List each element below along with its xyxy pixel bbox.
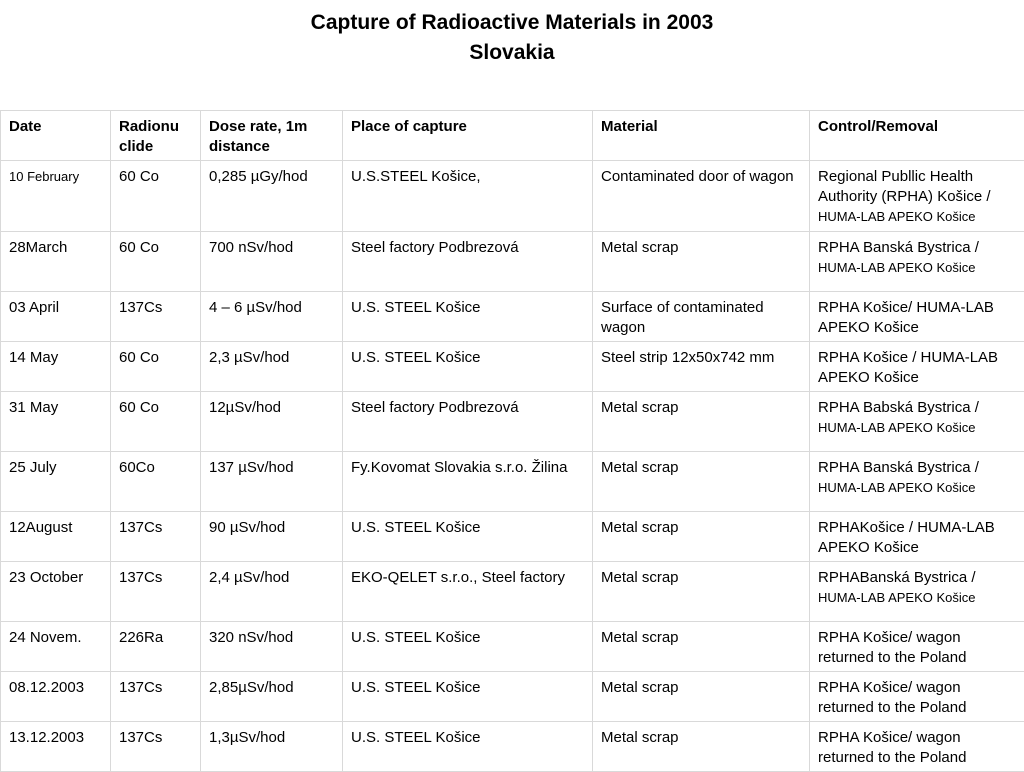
page-title <box>0 8 1024 68</box>
cell-material: Metal scrap <box>593 392 810 452</box>
cell-control: RPHA Banská Bystrica / HUMA-LAB APEKO Košice <box>810 452 1024 512</box>
cell-dose: 700 nSv/hod <box>201 232 343 292</box>
cell-nuclide: 60 Co <box>111 161 201 232</box>
cell-control: RPHA Košice/ HUMA-LAB APEKO Košice <box>810 292 1024 342</box>
cell-control: RPHABanská Bystrica / HUMA-LAB APEKO Košice <box>810 562 1024 622</box>
table-row <box>1 672 1024 722</box>
header-place: Place of capture <box>343 111 593 161</box>
cell-place: U.S. STEEL Košice <box>343 622 593 672</box>
cell-material: Metal scrap <box>593 452 810 512</box>
cell-nuclide: 137Cs <box>111 512 201 562</box>
table-row <box>1 392 1024 452</box>
table-row <box>1 622 1024 672</box>
cell-dose: 4 – 6 µSv/hod <box>201 292 343 342</box>
header-material: Material <box>593 111 810 161</box>
cell-nuclide: 60Co <box>111 452 201 512</box>
cell-date: 13.12.2003 <box>1 722 111 772</box>
cell-date: 24 Novem. <box>1 622 111 672</box>
table-row <box>1 292 1024 342</box>
cell-place: U.S. STEEL Košice <box>343 672 593 722</box>
cell-nuclide: 137Cs <box>111 672 201 722</box>
cell-place: U.S. STEEL Košice <box>343 512 593 562</box>
header-radionuclide: Radionu clide <box>111 111 201 161</box>
cell-material: Metal scrap <box>593 672 810 722</box>
cell-control: RPHA Košice/ wagon returned to the Poland <box>810 672 1024 722</box>
table-row <box>1 722 1024 772</box>
cell-date: 14 May <box>1 342 111 392</box>
cell-nuclide: 60 Co <box>111 392 201 452</box>
cell-dose: 2,4 µSv/hod <box>201 562 343 622</box>
cell-nuclide: 60 Co <box>111 342 201 392</box>
cell-dose: 1,3µSv/hod <box>201 722 343 772</box>
cell-material: Metal scrap <box>593 512 810 562</box>
cell-control: RPHA Košice/ wagon returned to the Poland <box>810 622 1024 672</box>
cell-material: Surface of contaminated wagon <box>593 292 810 342</box>
cell-nuclide: 137Cs <box>111 292 201 342</box>
cell-dose: 90 µSv/hod <box>201 512 343 562</box>
title-line-1: Capture of Radioactive Materials in 2003 <box>0 8 1024 38</box>
cell-nuclide: 137Cs <box>111 722 201 772</box>
cell-material: Metal scrap <box>593 622 810 672</box>
table-row <box>1 161 1024 232</box>
cell-control: RPHA Banská Bystrica / HUMA-LAB APEKO Košice <box>810 232 1024 292</box>
cell-place: U.S. STEEL Košice <box>343 342 593 392</box>
table-header-row <box>1 111 1024 161</box>
table-row <box>1 562 1024 622</box>
cell-control: RPHAKošice / HUMA-LAB APEKO Košice <box>810 512 1024 562</box>
title-line-2: Slovakia <box>0 38 1024 68</box>
cell-dose: 2,85µSv/hod <box>201 672 343 722</box>
cell-dose: 137 µSv/hod <box>201 452 343 512</box>
cell-dose: 320 nSv/hod <box>201 622 343 672</box>
captures-table <box>0 110 1024 772</box>
cell-date: 10 February <box>1 161 111 232</box>
cell-control: RPHA Košice/ wagon returned to the Poland <box>810 722 1024 772</box>
cell-place: U.S. STEEL Košice <box>343 292 593 342</box>
cell-place: Fy.Kovomat Slovakia s.r.o. Žilina <box>343 452 593 512</box>
cell-date: 25 July <box>1 452 111 512</box>
cell-material: Steel strip 12x50x742 mm <box>593 342 810 392</box>
cell-dose: 12µSv/hod <box>201 392 343 452</box>
cell-date: 03 April <box>1 292 111 342</box>
cell-material: Metal scrap <box>593 232 810 292</box>
cell-place: U.S. STEEL Košice <box>343 722 593 772</box>
cell-nuclide: 137Cs <box>111 562 201 622</box>
cell-material: Metal scrap <box>593 562 810 622</box>
header-dose-rate: Dose rate, 1m distance <box>201 111 343 161</box>
cell-material: Contaminated door of wagon <box>593 161 810 232</box>
cell-dose: 0,285 µGy/hod <box>201 161 343 232</box>
cell-dose: 2,3 µSv/hod <box>201 342 343 392</box>
cell-date: 12August <box>1 512 111 562</box>
cell-date: 23 October <box>1 562 111 622</box>
header-control: Control/Removal <box>810 111 1024 161</box>
cell-nuclide: 226Ra <box>111 622 201 672</box>
cell-place: EKO-QELET s.r.o., Steel factory <box>343 562 593 622</box>
cell-date: 08.12.2003 <box>1 672 111 722</box>
table-row <box>1 512 1024 562</box>
cell-nuclide: 60 Co <box>111 232 201 292</box>
header-date: Date <box>1 111 111 161</box>
table-row <box>1 342 1024 392</box>
cell-date: 31 May <box>1 392 111 452</box>
cell-control: RPHA Babská Bystrica / HUMA-LAB APEKO Košice <box>810 392 1024 452</box>
cell-place: Steel factory Podbrezová <box>343 392 593 452</box>
cell-control: RPHA Košice / HUMA-LAB APEKO Košice <box>810 342 1024 392</box>
cell-control: Regional Publlic Health Authority (RPHA) Košice / HUMA-LAB APEKO Košice <box>810 161 1024 232</box>
table-row <box>1 232 1024 292</box>
cell-place: U.S.STEEL Košice, <box>343 161 593 232</box>
table-row <box>1 452 1024 512</box>
cell-date: 28March <box>1 232 111 292</box>
cell-place: Steel factory Podbrezová <box>343 232 593 292</box>
cell-material: Metal scrap <box>593 722 810 772</box>
